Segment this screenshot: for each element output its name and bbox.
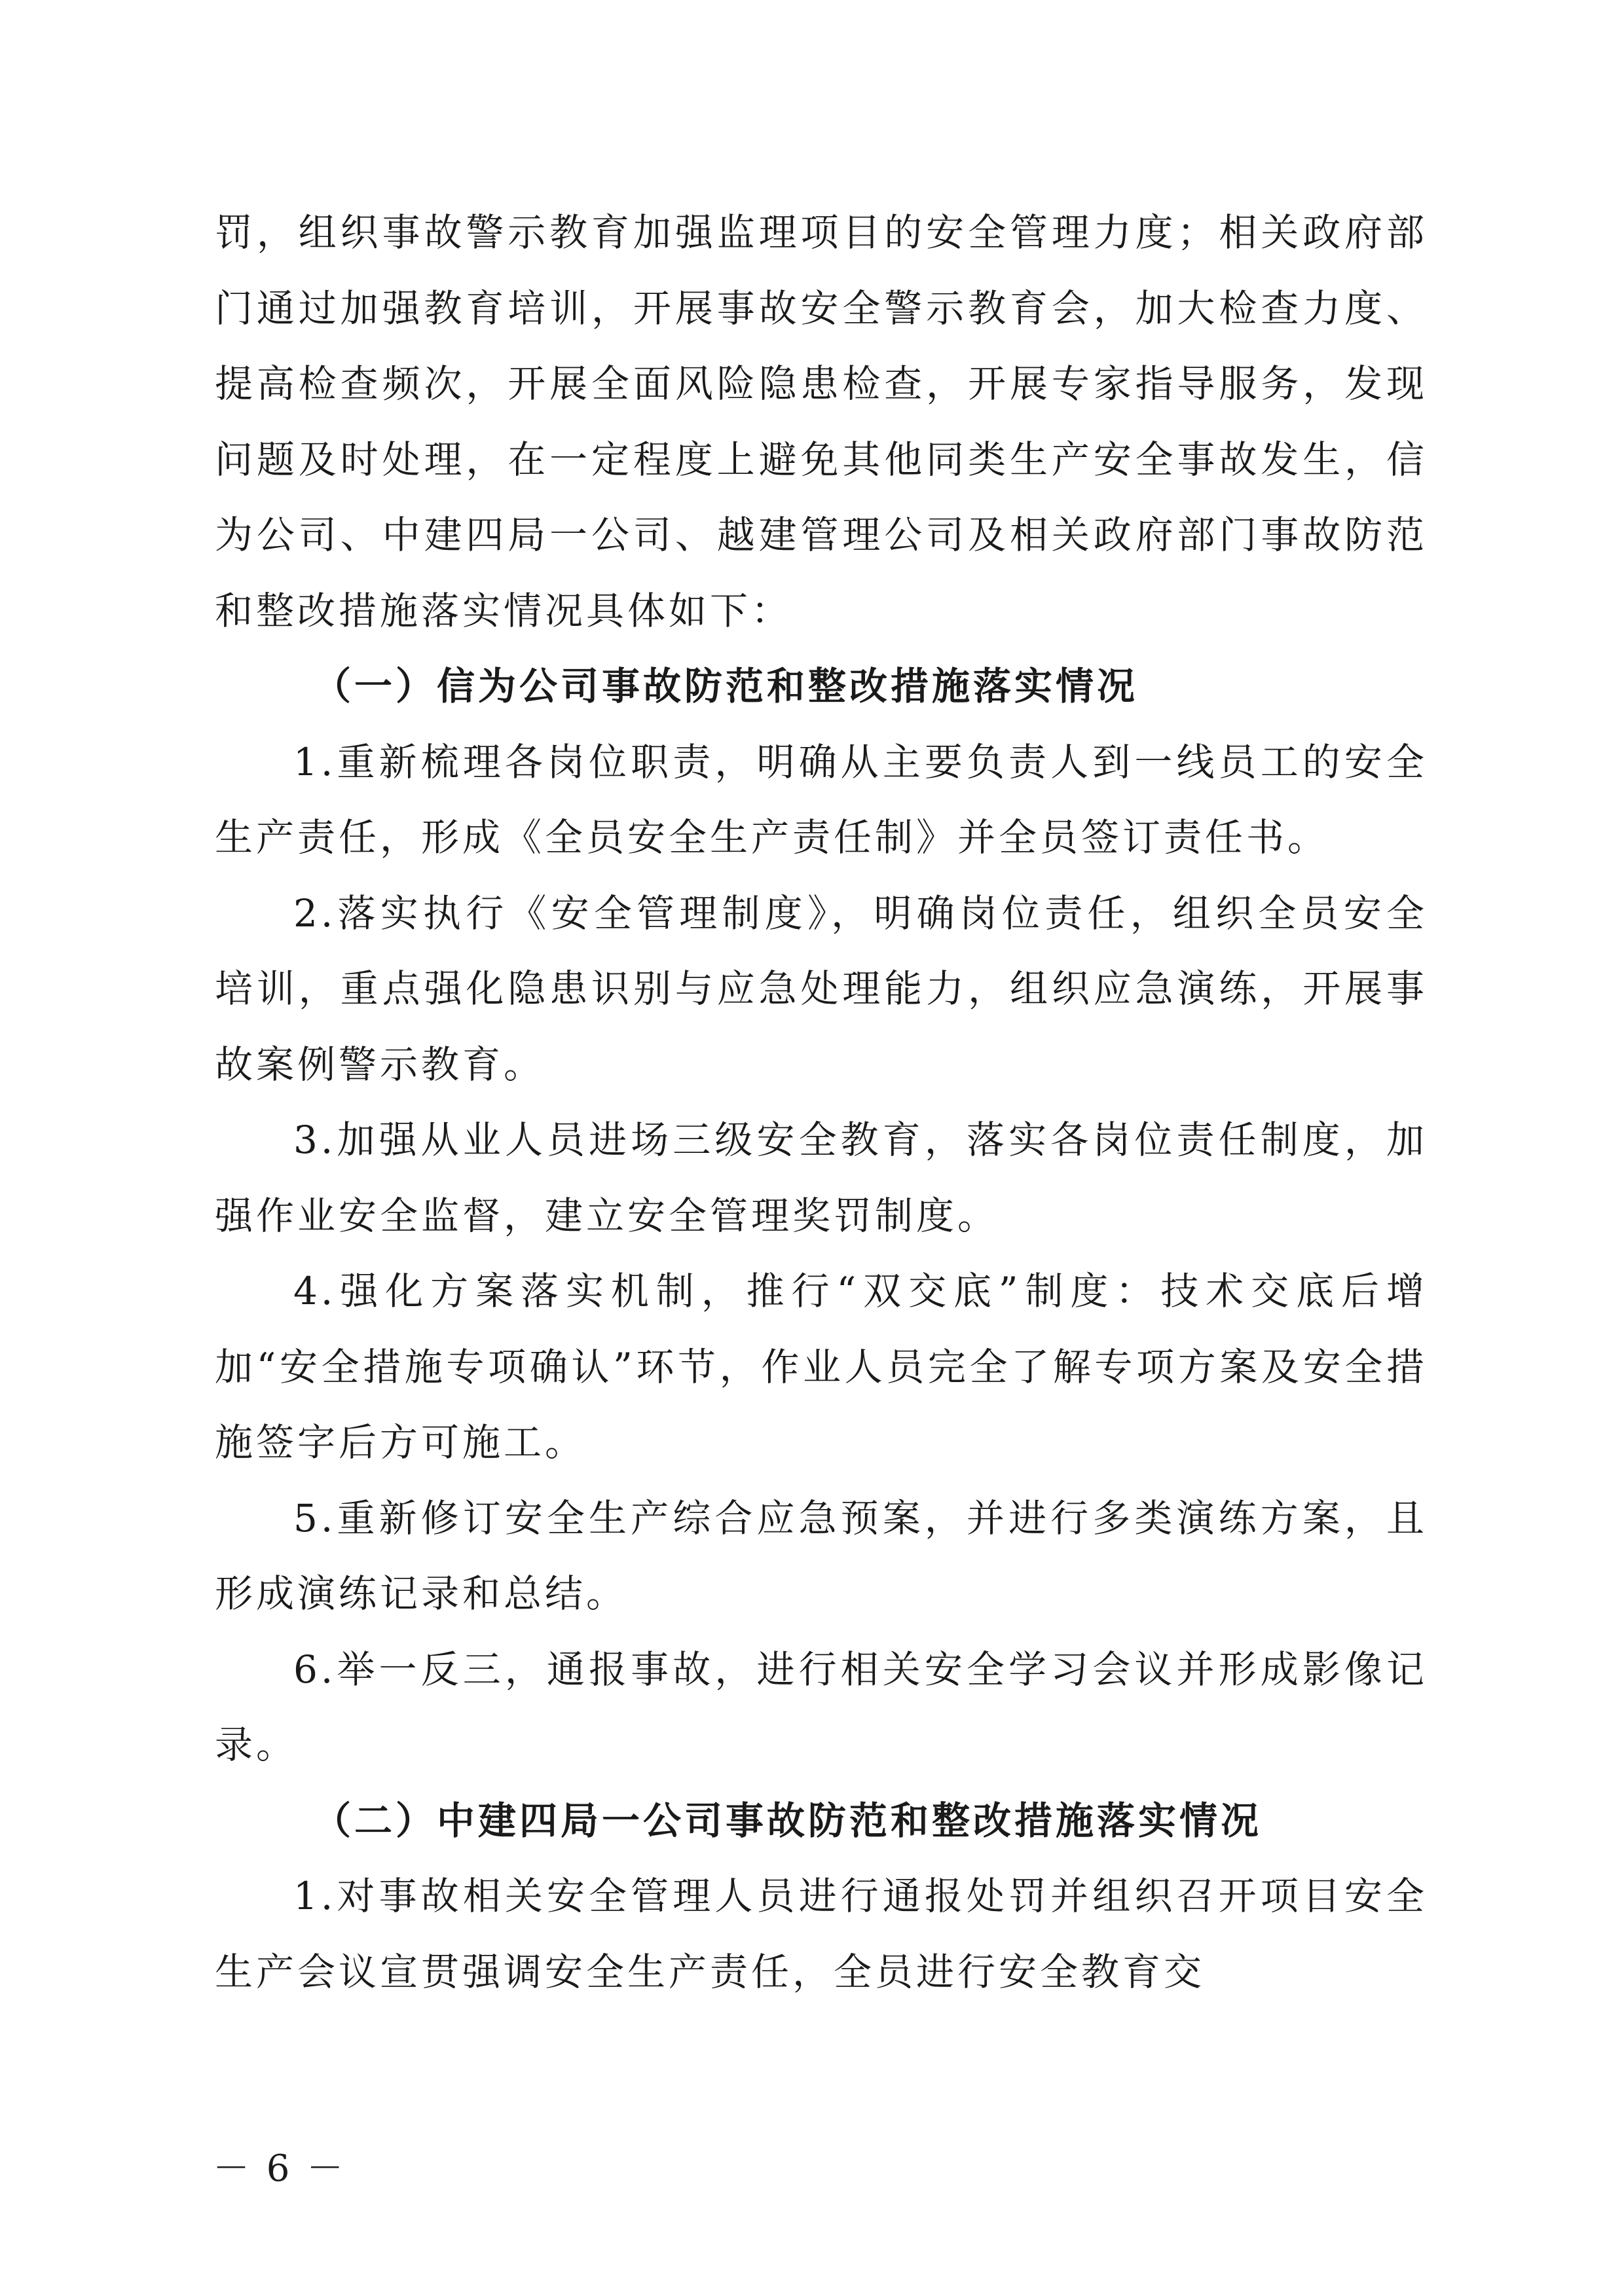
paragraph-continuation: 罚，组织事故警示教育加强监理项目的安全管理力度；相关政府部门通过加强教育培训，开展事故安全警示教育会，加大检查力度、提高检查频次，开展全面风险隐患检查，开展专家指导服务，发现问题及时处理，在一定程度上避免其他同类生产安全事故发生，信为公司、中建四局一公司、越建管理公司及相关政府部门事故防范和整改措施落实情况具体如下：: [215, 210, 1428, 633]
document-body: [215, 195, 1428, 2010]
list-item-1-6: 6.举一反三，通报事故，进行相关安全学习会议并形成影像记录。: [215, 1647, 1428, 1767]
list-item-1-1: 1.重新梳理各岗位职责，明确从主要负责人到一线员工的安全生产责任，形成《全员安全生产责任制》并全员签订责任书。: [215, 739, 1428, 860]
section-heading-2: （二）中建四局一公司事故防范和整改措施落实情况: [313, 1798, 1263, 1843]
page-number: － 6 －: [213, 2147, 346, 2190]
section-heading-1: （一）信为公司事故防范和整改措施落实情况: [313, 664, 1139, 708]
list-item-1-4: 4.强化方案落实机制，推行“双交底”制度：技术交底后增加“安全措施专项确认”环节，作业人员完全了解专项方案及安全措施签字后方可施工。: [215, 1269, 1428, 1465]
list-item-1-2: 2.落实执行《安全管理制度》，明确岗位责任，组织全员安全培训，重点强化隐患识别与应急处理能力，组织应急演练，开展事故案例警示教育。: [215, 890, 1428, 1087]
list-item-2-1: 1.对事故相关安全管理人员进行通报处罚并组织召开项目安全生产会议宣贯强调安全生产责任，全员进行安全教育交: [215, 1874, 1428, 1994]
list-item-1-3: 3.加强从业人员进场三级安全教育，落实各岗位责任制度，加强作业安全监督，建立安全管理奖罚制度。: [215, 1118, 1428, 1238]
list-item-1-5: 5.重新修订安全生产综合应急预案，并进行多类演练方案，且形成演练记录和总结。: [215, 1495, 1428, 1616]
